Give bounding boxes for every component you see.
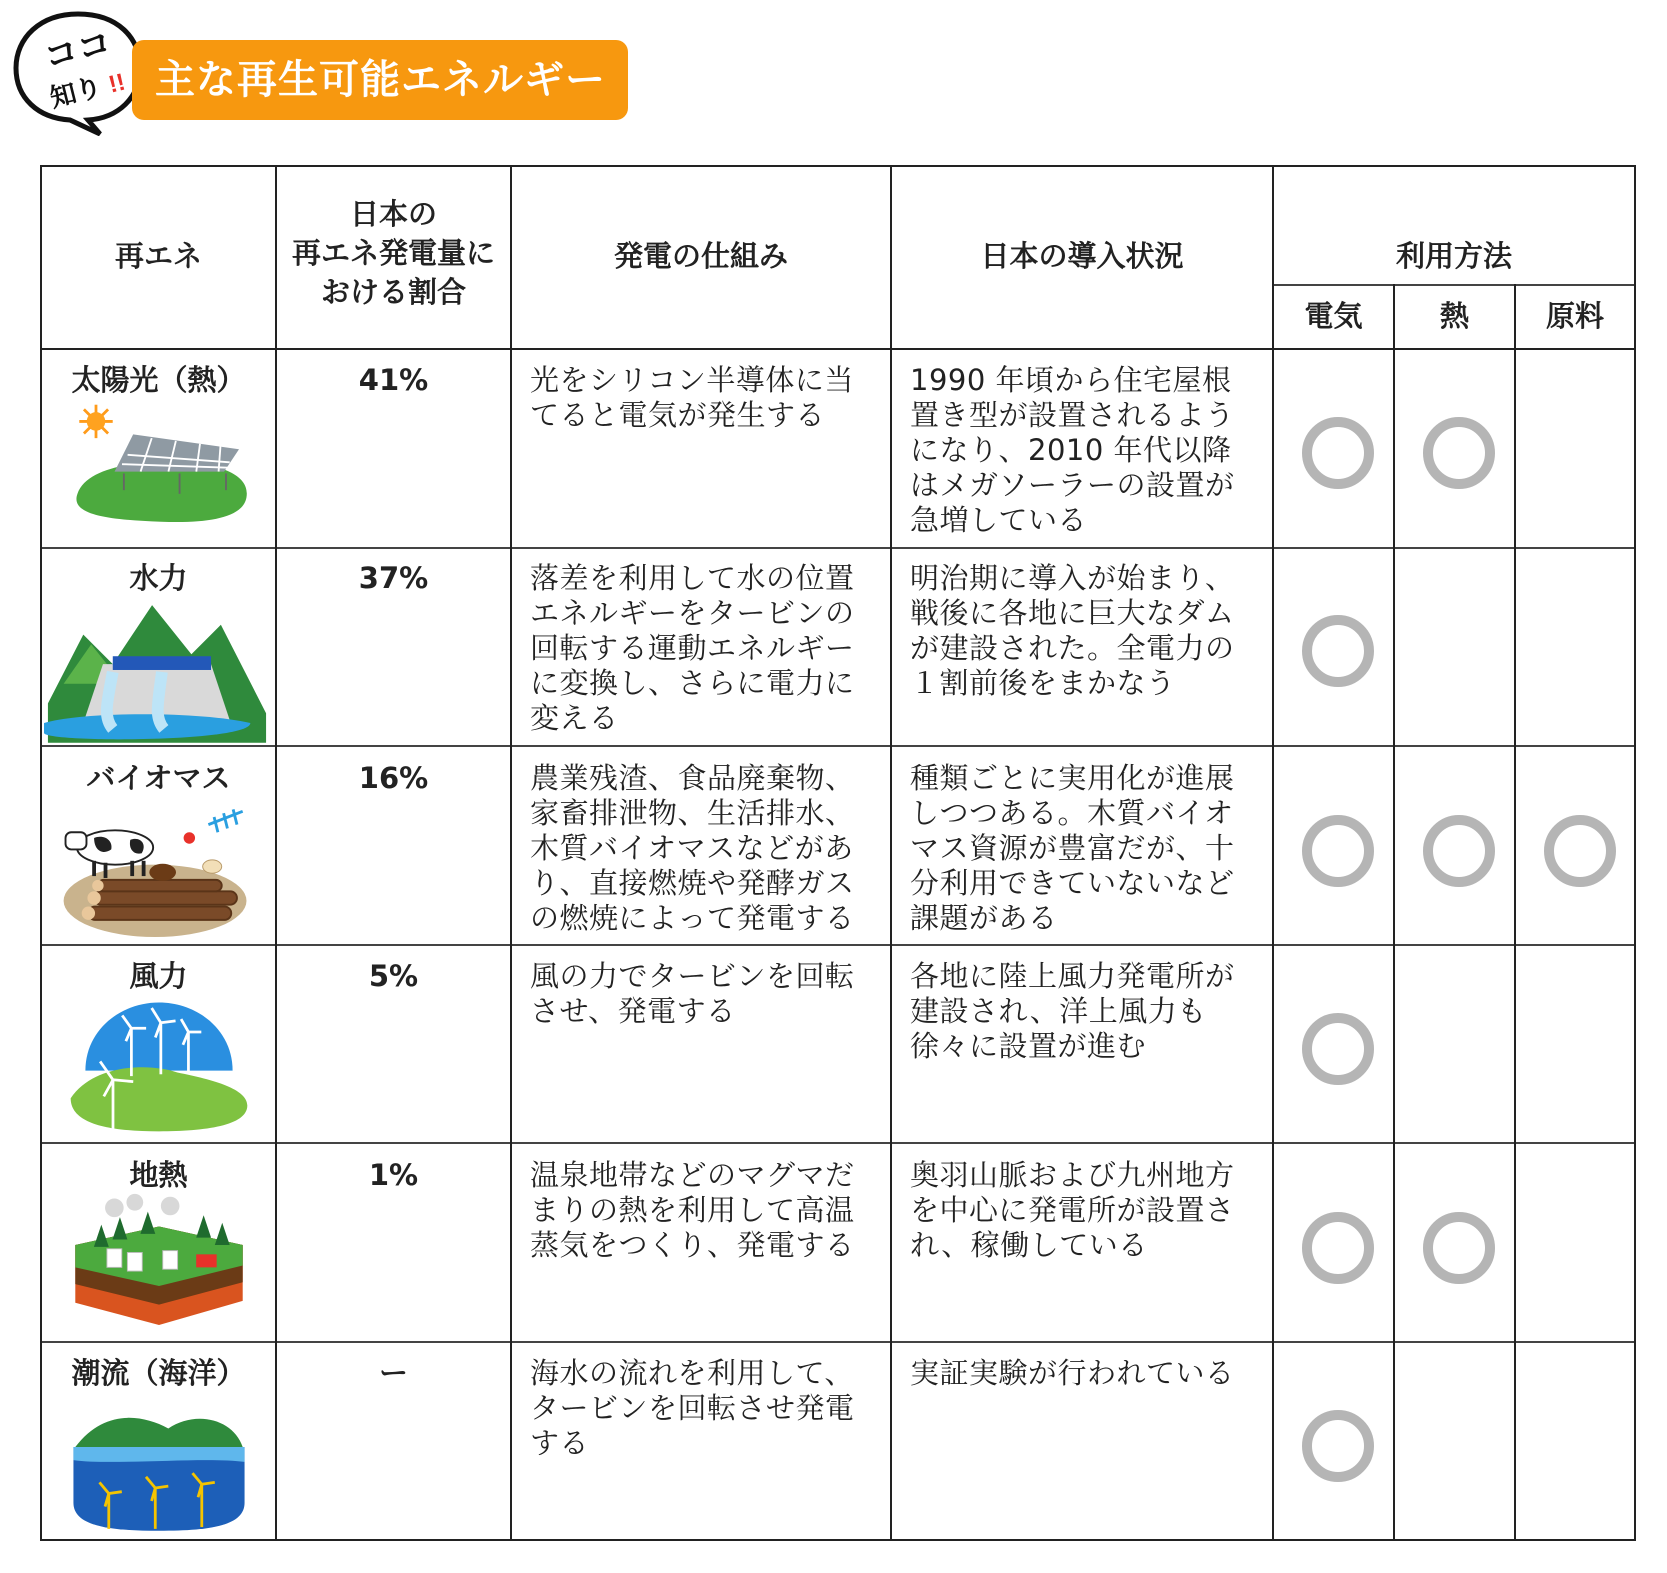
row-status: 1990 年頃から住宅屋根置き型が設置されるようになり、2010 年代以降はメガソーラーの設置が急増している (910, 363, 1235, 537)
row-mechanism: 光をシリコン半導体に当てると電気が発生する (530, 363, 854, 432)
usage-electricity-mark (1302, 1013, 1374, 1085)
row-name: バイオマス (86, 761, 231, 795)
row-status: 種類ごとに実用化が進展しつつある。木質バイオマス資源が豊富だが、十分利用できていないなど課題がある (910, 761, 1235, 935)
row-status: 明治期に導入が始まり、戦後に各地に巨大なダムが建設された。全電力の１割前後をまかなう (910, 561, 1235, 700)
row-mechanism: 落差を利用して水の位置エネルギーをタービンの回転する運動エネルギーに変換し、さらに電力に変える (530, 561, 855, 735)
energy-table (40, 165, 1636, 1541)
row-name: 風力 (129, 959, 188, 993)
usage-electricity-mark (1302, 417, 1374, 489)
geothermal-icon (66, 1183, 252, 1335)
row-name: 太陽光（熱） (71, 363, 246, 397)
usage-heat-mark (1423, 1212, 1495, 1284)
badge-exclaim: !! (105, 68, 128, 99)
header-share-line2: 再エネ発電量に (291, 236, 495, 270)
row-share: 16% (358, 761, 429, 795)
header-usage-electricity: 電気 (1304, 299, 1363, 333)
row-share: 37% (358, 561, 429, 595)
header-type: 再エネ (114, 239, 202, 273)
usage-electricity-mark (1302, 815, 1374, 887)
row-mechanism: 風の力でタービンを回転させ、発電する (530, 959, 855, 1028)
row-share: 5% (368, 959, 419, 993)
tidal-turbine-icon (66, 1385, 252, 1537)
row-status: 奥羽山脈および九州地方を中心に発電所が設置され、稼働している (910, 1158, 1235, 1262)
usage-heat-mark (1423, 417, 1495, 489)
row-name: 潮流（海洋） (71, 1356, 246, 1390)
header-usage-heat: 熱 (1439, 299, 1469, 333)
header-usage: 利用方法 (1395, 239, 1512, 273)
row-mechanism: 海水の流れを利用して、タービンを回転させ発電する (530, 1356, 855, 1460)
usage-electricity-mark (1302, 1410, 1374, 1482)
header-share-line1: 日本の (349, 197, 437, 231)
header-mechanism: 発電の仕組み (613, 239, 788, 273)
header-share-line3: おける割合 (320, 275, 466, 309)
row-name: 地熱 (129, 1158, 188, 1192)
biomass-icon (56, 795, 256, 940)
row-share: ー (378, 1356, 408, 1390)
badge-text-bottom: 知り (46, 71, 105, 114)
row-share: 41% (358, 363, 429, 397)
row-name: 水力 (129, 561, 188, 595)
usage-electricity-mark (1302, 615, 1374, 687)
solar-panel-icon (68, 401, 254, 531)
wind-turbine-icon (66, 997, 252, 1135)
koko-shiri-badge (8, 6, 148, 136)
row-status: 各地に陸上風力発電所が建設され、洋上風力も徐々に設置が進む (910, 959, 1235, 1063)
header-share (277, 195, 510, 312)
row-status: 実証実験が行われている (910, 1356, 1235, 1390)
row-mechanism: 温泉地帯などのマグマだまりの熱を利用して高温蒸気をつくり、発電する (530, 1158, 855, 1262)
usage-electricity-mark (1302, 1212, 1374, 1284)
badge-text-top: ココ (40, 23, 116, 78)
header-usage-material: 原料 (1545, 299, 1604, 333)
usage-material-mark (1544, 815, 1616, 887)
header-status: 日本の導入状況 (980, 239, 1184, 273)
dam-icon (44, 595, 270, 743)
row-share: 1% (368, 1158, 419, 1192)
page-title: 主な再生可能エネルギー (155, 57, 606, 103)
usage-heat-mark (1423, 815, 1495, 887)
row-mechanism: 農業残渣、食品廃棄物、家畜排泄物、生活排水、木質バイオマスなどがあり、直接燃焼や発酵ガスの燃焼によって発電する (530, 761, 855, 935)
